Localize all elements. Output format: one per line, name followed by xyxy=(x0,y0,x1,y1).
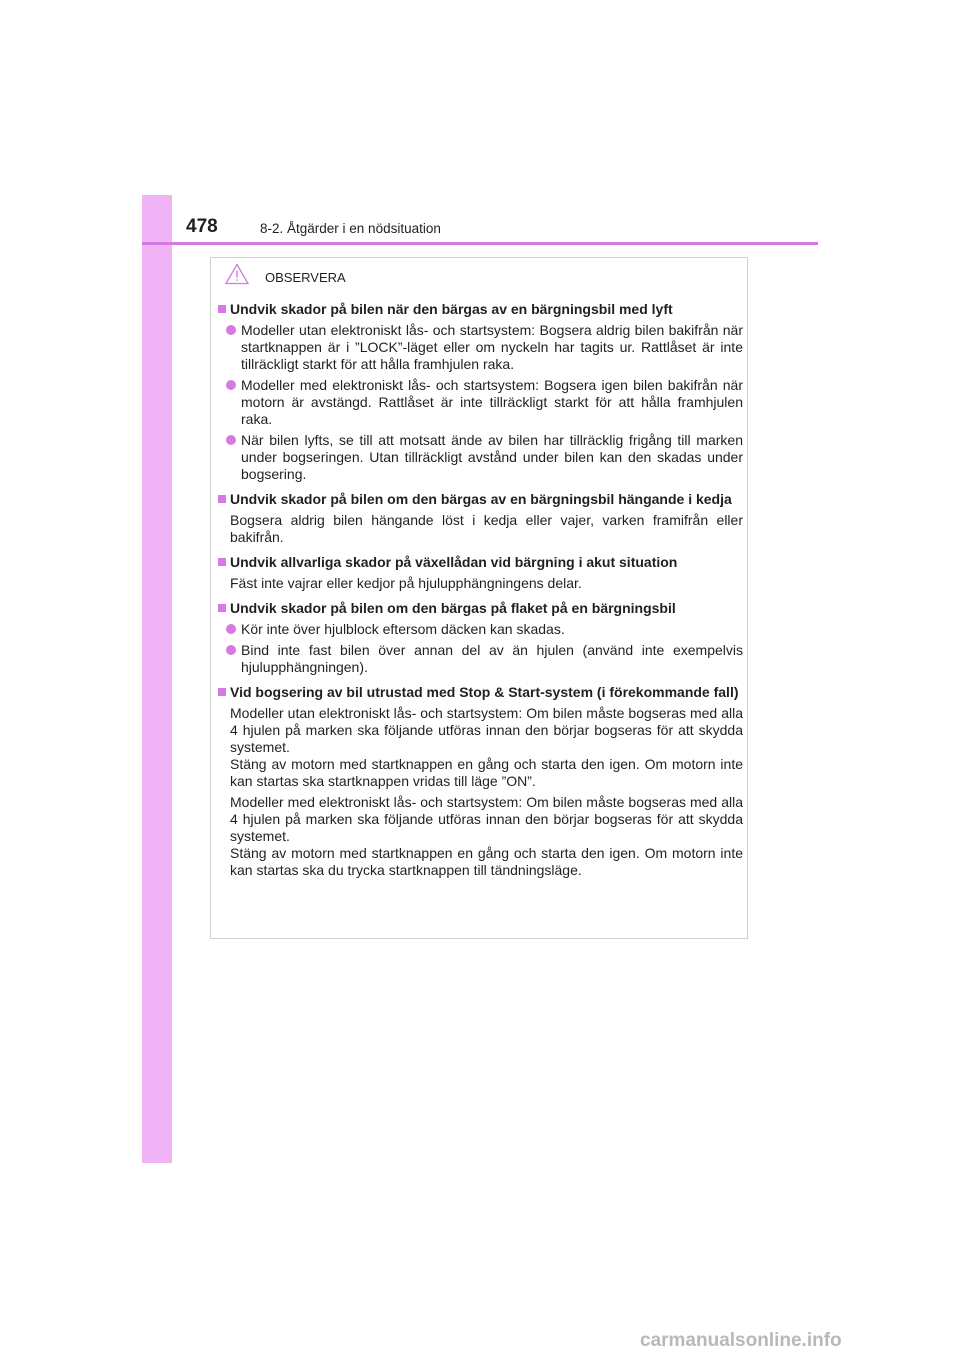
watermark: carmanualsonline.info xyxy=(640,1330,842,1351)
heading-chain-tow xyxy=(217,491,743,508)
square-bullet-icon xyxy=(218,558,226,566)
round-bullet-icon xyxy=(226,624,236,634)
paragraph: Bogsera aldrig bilen hängande löst i kedja eller vajer, varken framifrån eller bakifrån. xyxy=(230,512,743,545)
heading-stop-start xyxy=(217,684,743,701)
heading-text: Undvik skador på bilen när den bärgas av en bärgningsbil med lyft xyxy=(230,301,673,317)
heading-text: Undvik allvarliga skador på växellådan vid bärgning i akut situation xyxy=(230,554,678,570)
list-item xyxy=(217,642,743,676)
heading-text: Undvik skador på bilen om den bärgas av en bärgningsbil hängande i kedja xyxy=(230,491,732,507)
chapter-side-band xyxy=(142,195,172,1163)
page-number: 478 xyxy=(186,216,218,237)
paragraph: Modeller med elektroniskt lås- och startsystem: Om bilen måste bogseras med alla 4 hjulen på marken ska följande utföras innan den börjar bogseras för att skydda systemet. xyxy=(230,794,743,844)
section-title: 8-2. Åtgärder i en nödsituation xyxy=(260,221,441,236)
warning-triangle-icon xyxy=(225,263,249,285)
notice-title: OBSERVERA xyxy=(265,270,346,285)
list-item xyxy=(217,621,743,638)
list-item xyxy=(217,322,743,373)
heading-text: Undvik skador på bilen om den bärgas på flaket på en bärgningsbil xyxy=(230,600,676,616)
round-bullet-icon xyxy=(226,645,236,655)
list-item-text: Kör inte över hjulblock eftersom däcken kan skadas. xyxy=(241,621,565,637)
list-item-text: När bilen lyfts, se till att motsatt ände av bilen har tillräcklig frigång till marken under bogseringen. Utan tillräckligt avstånd under bilen kan den skadas under bogsering. xyxy=(241,432,743,482)
heading-text: Vid bogsering av bil utrustad med Stop & Start-system (i förekommande fall) xyxy=(230,684,739,700)
list-item-text: Modeller utan elektroniskt lås- och startsystem: Bogsera aldrig bilen bakifrån när startknappen är i ”LOCK”-läget eller om nyckeln har tagits ur. Rattlåset är inte tillräckligt starkt för att hålla framhjulen raka. xyxy=(241,322,743,372)
list-item xyxy=(217,377,743,428)
list-item-text: Modeller med elektroniskt lås- och startsystem: Bogsera igen bilen bakifrån när motorn är avstängd. Rattlåset är inte tillräckligt starkt för att hålla framhjulen raka. xyxy=(241,377,743,427)
round-bullet-icon xyxy=(226,435,236,445)
header-rule xyxy=(142,242,818,245)
square-bullet-icon xyxy=(218,305,226,313)
paragraph: Modeller utan elektroniskt lås- och startsystem: Om bilen måste bogseras med alla 4 hjulen på marken ska följande utföras innan den börjar bogseras för att skydda systemet. xyxy=(230,705,743,755)
heading-flatbed xyxy=(217,600,743,617)
notice-content xyxy=(217,301,743,883)
notice-box xyxy=(210,257,748,939)
square-bullet-icon xyxy=(218,688,226,696)
round-bullet-icon xyxy=(226,380,236,390)
paragraph: Stäng av motorn med startknappen en gång och starta den igen. Om motorn inte kan startas ska du trycka startknappen till tändningsläge. xyxy=(230,845,743,878)
paragraph: Stäng av motorn med startknappen en gång och starta den igen. Om motorn inte kan startas ska startknappen vridas till läge ”ON”. xyxy=(230,756,743,789)
heading-lift-tow xyxy=(217,301,743,318)
square-bullet-icon xyxy=(218,604,226,612)
list-item-text: Bind inte fast bilen över annan del av än hjulen (använd inte exempelvis hjulupphängningen). xyxy=(241,642,743,675)
paragraph: Fäst inte vajrar eller kedjor på hjulupphängningens delar. xyxy=(230,575,582,591)
square-bullet-icon xyxy=(218,495,226,503)
round-bullet-icon xyxy=(226,325,236,335)
list-item xyxy=(217,432,743,483)
heading-transmission xyxy=(217,554,743,571)
